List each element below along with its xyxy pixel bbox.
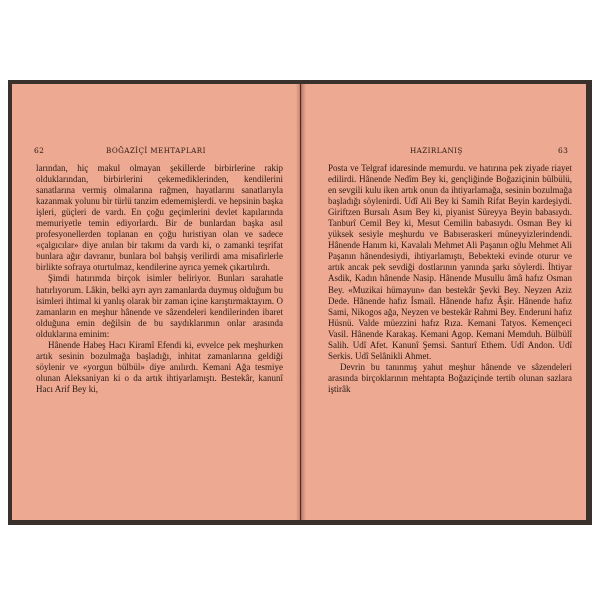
running-header: BOĞAZİÇİ MEHTAPLARI [106,146,206,155]
paragraph: larından, hiç makul olmayan şekillerde birbirlerine rakip olduklarından, birbirlerini çekemediklerinden, kendilerini sanatlarına vermiş olmalarına rağmen, hayatlarını sanatlarıyla kazanmak yolunu bir türlü tanzim edememişlerdi. ve hepsinin başka işleri, güçleri de vardı. En çoğu geçimlerini devlet kapılarında memuriyetle temin ediyorlardı. Bir de bunlardan başka asıl profesyonellerden toplanan en çoğu hıristiyan olan ve sadece «çalgıcılar» diye anılan bir takımı da vardı ki, o zamanki teşrifat bunlara ağır davranır, bunlara bol bahşiş verilirdi ama misafirlerle birlikte sofraya oturtulmaz, kendilerine ayrıca yemek çıkartılırdı. [36,163,283,273]
page-number: 62 [34,146,45,155]
right-page [301,84,586,520]
left-page [12,84,300,520]
paragraph: Şimdi hatırımda birçok isimler beliriyor. Bunları sarahatle hatırlıyorum. Lâkin, belki ayrı ayrı zamanlarda duymuş olduğum bu isimleri ihtimal ki yanlış olarak bir zaman içine karıştırmaktayım. O zamanların en meşhur hânende ve sâzendeleri kendilerinden ibaret olduğuna emin değilsin de bu saydıklarımın onlar arasında olduklarına eminim: [36,273,283,339]
running-header: HAZIRLANIŞ [410,146,463,155]
paragraph: Posta ve Telgraf idaresinde memurdu. ve hatırına pek ziyade riayet edilirdi. Hânende Nedîm Bey ki, gençliğinde Boğaziçinin bülbülü, en sevgili kulu iken artık onun da ihtiyarlamağa, sesinin bozulmağa başladığı söylenirdi. Udî Ali Bey ki Samih Rifat Beyin kardeşiydi. Giriftzen Bursalı Asım Bey ki, piyanist Süreyya Beyin babasıydı. Tanburî Cemil Bey ki, Mesut Cemilin babasıydı. Osman Bey ki yüksek sesiyle meşhurdu ve Babıseraskeri müneyyizlerindendi. Hânende Hanım ki, Kavalalı Mehmet Ali Paşanın oğlu Mehmet Ali Paşanın hânendesiydi, ihtiyarlamıştı, Bebekteki evinde oturur ve artık ancak pek sevdiği dostlarının yanında şarkı söylerdi. İhtiyar Asdik, Kadın hânende Nasip. Hânende Musullu âmâ hafız Osman Bey. «Muzikai hümayun» dan bestekâr Şevki Bey. Neyzen Aziz Dede. Hânende hafız İsmail. Hânende hafız Âşir. Hânende hafız Sami, Nikogos ağa, Neyzen ve bestekâr Rahmi Bey. Enderuni hafız Hüsnü. Valde müezzini hafız Rıza. Kemani Tatyos. Kemençeci Vasil. Hânende Karakaş. Kemani Agop. Kemani Memduh. Bülbülî Salih. Udî Afet. Kanunî Şemsi. Santurî Ethem. Udî Andon. Udî Serkis. Udî Selânikli Ahmet. [328,163,572,361]
paragraph: Devrin bu tanınmış yahut meşhur hânende ve sâzendeleri arasında birçoklarının mehtapta Boğaziçinde tertib olunan sazlara iştirâk [328,361,572,394]
paragraph: Hânende Habeş Hacı Kiramî Efendi ki, evvelce pek meşhurken artık sesinin bozulmağa başladığı, inhitat zamanlarına geldiği söylenir ve «yorgun bülbül» diye anılırdı. Kemani Ağa tesmiye olunan Aleksaniyan ki o da artık ihtiyarlamıştı. Bestekâr, kanunî Hacı Arif Bey ki, [36,339,283,394]
page-body [36,163,283,395]
page-body [328,163,572,395]
page-number: 63 [558,146,569,155]
book-gutter [296,84,306,520]
